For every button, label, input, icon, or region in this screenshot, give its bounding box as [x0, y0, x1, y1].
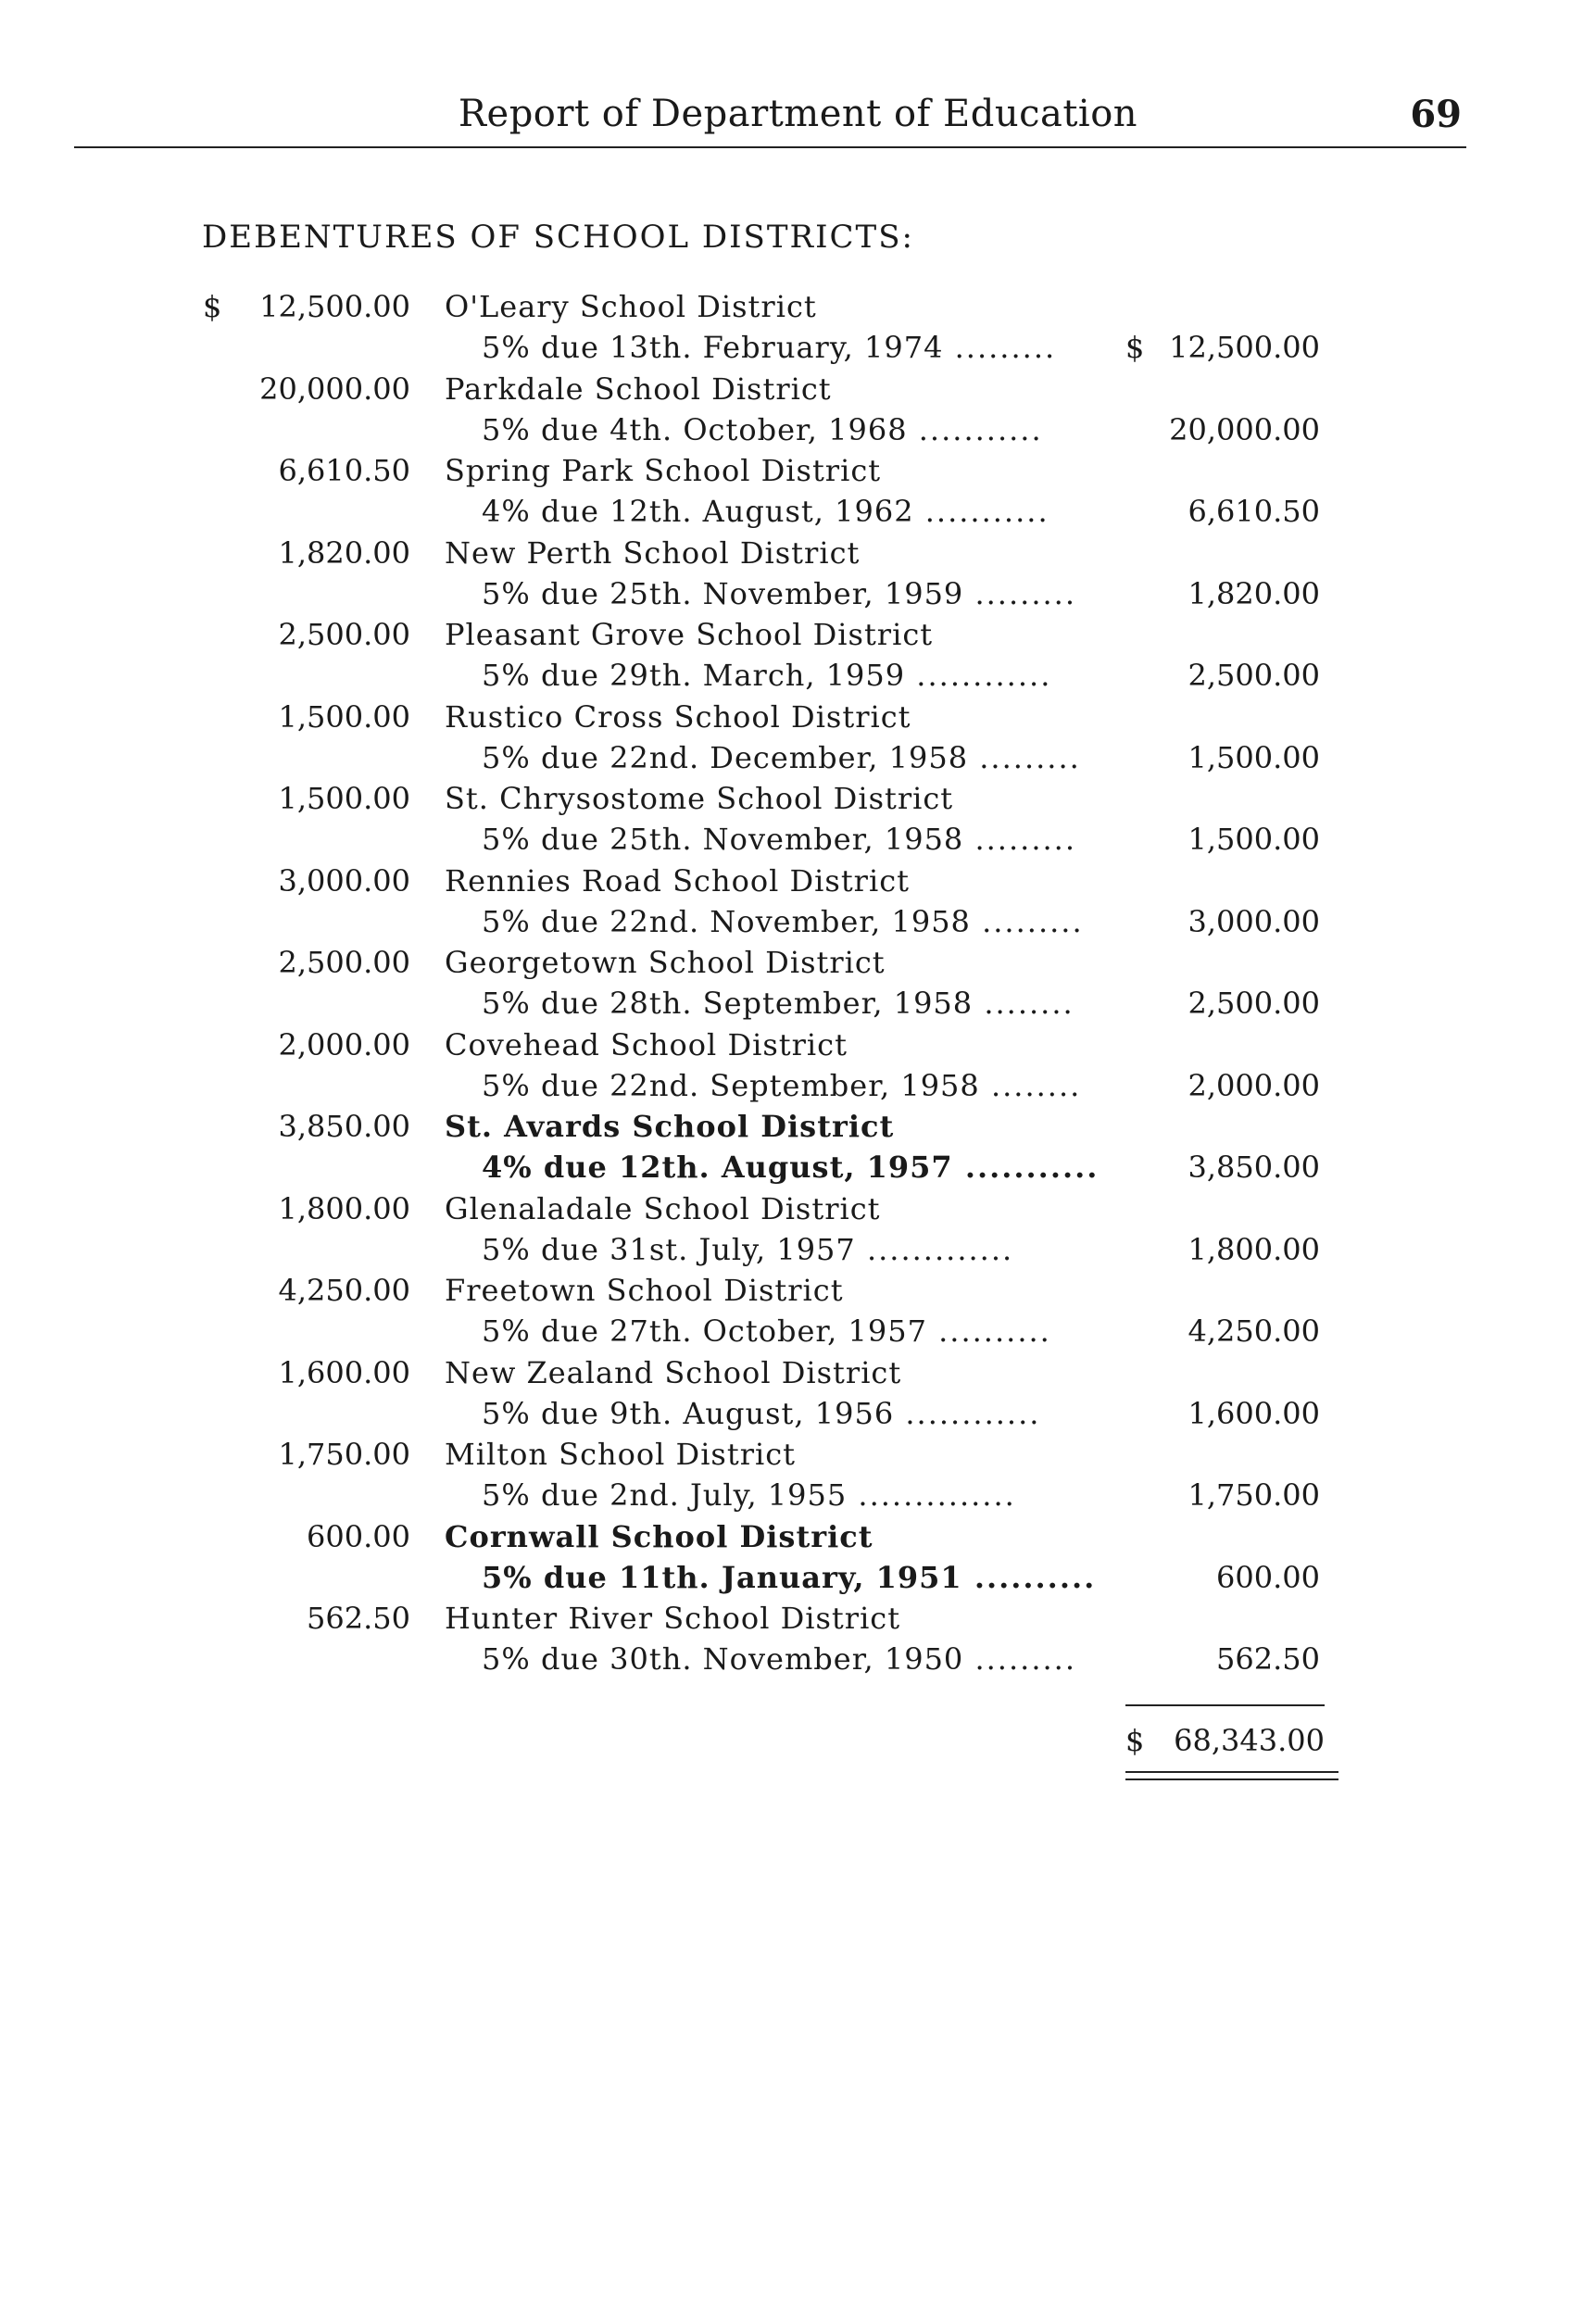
- dot-leader: .............: [855, 1231, 1014, 1267]
- entry-amount: [207, 1601, 410, 1636]
- debenture-terms: [482, 904, 1084, 939]
- dot-leader: ............: [894, 1395, 1041, 1431]
- amount-value: 1,750.00: [278, 1437, 410, 1472]
- debenture-ledger: [0, 289, 1596, 1683]
- total-value: 68,343.00: [1174, 1723, 1325, 1758]
- amount-value: 6,610.50: [278, 453, 410, 488]
- district-name: Spring Park School District: [445, 453, 882, 488]
- terms-text: 5% due 22nd. December, 1958: [482, 739, 969, 775]
- dot-leader: .........: [963, 822, 1076, 857]
- extension-value: 1,750.00: [1188, 1477, 1320, 1513]
- amount-value: 600.00: [307, 1518, 410, 1554]
- dot-leader: .........: [943, 330, 1057, 365]
- amount-value: 12,500.00: [259, 289, 410, 324]
- district-name: Rennies Road School District: [445, 862, 910, 899]
- terms-text: 5% due 11th. January, 1951: [482, 1559, 962, 1595]
- district-name: Parkdale School District: [445, 371, 832, 407]
- amount-value: 3,000.00: [278, 862, 410, 899]
- extension-value: 12,500.00: [1169, 330, 1320, 365]
- terms-text: 4% due 12th. August, 1962: [482, 494, 914, 529]
- district-name: St. Chrysostome School District: [445, 781, 954, 816]
- entry-amount: [207, 781, 410, 816]
- ledger-entry: [0, 1601, 1596, 1683]
- entry-extension: [1074, 1150, 1320, 1185]
- district-name: Freetown School District: [445, 1273, 844, 1308]
- ledger-entry: [0, 1027, 1596, 1110]
- dot-leader: ........: [979, 1067, 1082, 1103]
- extension-value: 3,000.00: [1188, 903, 1320, 939]
- terms-text: 5% due 4th. October, 1968: [482, 411, 908, 447]
- debenture-terms: [482, 1396, 1040, 1431]
- district-name: New Zealand School District: [445, 1354, 902, 1390]
- extension-value: 1,500.00: [1188, 822, 1320, 857]
- district-name: Pleasant Grove School District: [445, 617, 934, 652]
- debenture-terms: [482, 1560, 1096, 1595]
- terms-text: 5% due 13th. February, 1974: [482, 330, 944, 365]
- amount-value: 1,800.00: [278, 1190, 410, 1226]
- page-number: 69: [1410, 93, 1462, 136]
- ledger-entry: [0, 535, 1596, 618]
- entry-extension: [1074, 412, 1320, 447]
- total-double-rule-top: [1125, 1771, 1338, 1773]
- entry-amount: [207, 617, 410, 652]
- ledger-entry: [0, 453, 1596, 535]
- amount-value: 1,820.00: [278, 534, 410, 571]
- amount-value: 562.50: [307, 1601, 410, 1636]
- amount-value: 1,600.00: [278, 1354, 410, 1390]
- entry-amount: [207, 1437, 410, 1472]
- amount-value: 2,500.00: [278, 945, 410, 980]
- district-name: Hunter River School District: [445, 1601, 901, 1636]
- dot-leader: .........: [970, 903, 1084, 939]
- entry-amount: [207, 371, 410, 407]
- debenture-terms: [482, 1232, 1013, 1267]
- district-name: Cornwall School District: [445, 1518, 873, 1554]
- amount-value: 4,250.00: [278, 1273, 410, 1308]
- entry-extension: [1074, 1396, 1320, 1431]
- district-name: St. Avards School District: [445, 1109, 895, 1144]
- extension-value: 562.50: [1216, 1641, 1320, 1677]
- ledger-entry: [0, 781, 1596, 863]
- ledger-entry: [0, 289, 1596, 371]
- debenture-terms: [482, 1150, 1099, 1185]
- ledger-entry: [0, 1355, 1596, 1438]
- amount-value: 1,500.00: [278, 698, 410, 735]
- terms-text: 5% due 28th. September, 1958: [482, 986, 974, 1021]
- ledger-entry: [0, 699, 1596, 782]
- total-rule: [1125, 1704, 1325, 1706]
- entry-amount: [207, 1273, 410, 1308]
- district-name: Glenaladale School District: [445, 1190, 881, 1226]
- entry-extension: [1074, 1068, 1320, 1103]
- terms-text: 5% due 30th. November, 1950: [482, 1641, 964, 1677]
- terms-text: 5% due 9th. August, 1956: [482, 1395, 895, 1431]
- extension-value: 1,600.00: [1188, 1395, 1320, 1431]
- entry-amount: [207, 1519, 410, 1554]
- entry-extension: [1074, 1232, 1320, 1267]
- terms-text: 4% due 12th. August, 1957: [482, 1150, 953, 1185]
- ledger-entry: [0, 863, 1596, 946]
- header-rule: [74, 146, 1466, 148]
- district-name: New Perth School District: [445, 534, 861, 571]
- entry-extension: [1074, 904, 1320, 939]
- extension-value: 6,610.50: [1188, 494, 1320, 529]
- total-currency: $: [1125, 1723, 1145, 1758]
- total-double-rule-bottom: [1125, 1778, 1338, 1780]
- entry-extension: [1074, 576, 1320, 611]
- extension-value: 1,820.00: [1188, 575, 1320, 611]
- entry-amount: [207, 1027, 410, 1062]
- ledger-entry: [0, 945, 1596, 1027]
- ledger-entry: [0, 1273, 1596, 1355]
- debenture-terms: [482, 1068, 1081, 1103]
- ledger-entry: [0, 1191, 1596, 1274]
- terms-text: 5% due 25th. November, 1958: [482, 822, 964, 857]
- entry-extension: [1074, 822, 1320, 857]
- extension-value: 3,850.00: [1188, 1150, 1320, 1185]
- extension-currency: $: [1125, 330, 1145, 365]
- dot-leader: ..........: [961, 1559, 1097, 1595]
- terms-text: 5% due 27th. October, 1957: [482, 1313, 927, 1349]
- report-title: Report of Department of Education: [458, 93, 1138, 135]
- extension-value: 4,250.00: [1188, 1313, 1320, 1349]
- entry-extension: [1074, 1560, 1320, 1595]
- entry-extension: [1074, 986, 1320, 1021]
- debenture-terms: [482, 740, 1081, 775]
- entry-extension: [1074, 330, 1320, 365]
- section-heading: DEBENTURES OF SCHOOL DISTRICTS:: [202, 219, 914, 256]
- amount-currency: $: [203, 289, 222, 324]
- dot-leader: .........: [963, 575, 1076, 611]
- debenture-terms: [482, 1641, 1076, 1677]
- dot-leader: .........: [963, 1641, 1076, 1677]
- entry-amount: [207, 535, 410, 571]
- extension-value: 20,000.00: [1169, 411, 1320, 447]
- entry-amount: [207, 1109, 410, 1144]
- ledger-entry: [0, 1519, 1596, 1602]
- debenture-terms: [482, 494, 1049, 529]
- terms-text: 5% due 29th. March, 1959: [482, 658, 906, 693]
- extension-value: 2,500.00: [1188, 658, 1320, 693]
- dot-leader: ........: [973, 986, 1074, 1021]
- amount-value: 20,000.00: [259, 371, 410, 407]
- entry-extension: [1074, 1313, 1320, 1349]
- extension-value: 2,500.00: [1188, 986, 1320, 1021]
- ledger-entry: [0, 617, 1596, 699]
- debenture-terms: [482, 330, 1056, 365]
- dot-leader: ..............: [847, 1477, 1016, 1513]
- entry-extension: [1074, 1641, 1320, 1677]
- entry-amount: [207, 863, 410, 899]
- entry-extension: [1074, 1477, 1320, 1513]
- debenture-terms: [482, 658, 1051, 693]
- dot-leader: ...........: [913, 494, 1049, 529]
- entry-amount: [207, 699, 410, 735]
- debenture-terms: [482, 1477, 1016, 1513]
- entry-extension: [1074, 494, 1320, 529]
- entry-extension: [1074, 740, 1320, 775]
- district-name: Rustico Cross School District: [445, 698, 911, 735]
- dot-leader: ............: [905, 658, 1052, 693]
- terms-text: 5% due 2nd. July, 1955: [482, 1477, 848, 1513]
- amount-value: 2,000.00: [278, 1026, 410, 1062]
- district-name: Milton School District: [445, 1437, 797, 1472]
- amount-value: 1,500.00: [278, 781, 410, 816]
- extension-value: 1,800.00: [1188, 1231, 1320, 1267]
- entry-amount: [207, 1191, 410, 1226]
- entry-amount: [203, 289, 410, 324]
- terms-text: 5% due 22nd. September, 1958: [482, 1067, 980, 1103]
- terms-text: 5% due 22nd. November, 1958: [482, 903, 971, 939]
- ledger-entry: [0, 1437, 1596, 1519]
- ledger-entry: [0, 1109, 1596, 1191]
- dot-leader: ..........: [926, 1313, 1051, 1349]
- extension-value: 600.00: [1216, 1559, 1320, 1595]
- extension-value: 1,500.00: [1188, 739, 1320, 775]
- debenture-terms: [482, 986, 1074, 1021]
- dot-leader: ...........: [952, 1150, 1100, 1185]
- dot-leader: .........: [968, 739, 1081, 775]
- district-name: O'Leary School District: [445, 289, 817, 324]
- debenture-terms: [482, 1313, 1051, 1349]
- terms-text: 5% due 25th. November, 1959: [482, 575, 964, 611]
- entry-amount: [207, 1355, 410, 1390]
- entry-amount: [207, 453, 410, 488]
- debenture-terms: [482, 576, 1076, 611]
- extension-value: 2,000.00: [1188, 1067, 1320, 1103]
- dot-leader: ...........: [907, 411, 1043, 447]
- amount-value: 3,850.00: [278, 1109, 410, 1144]
- entry-extension: [1074, 658, 1320, 693]
- terms-text: 5% due 31st. July, 1957: [482, 1231, 856, 1267]
- district-name: Covehead School District: [445, 1026, 848, 1062]
- ledger-entry: [0, 371, 1596, 454]
- debenture-terms: [482, 822, 1076, 857]
- entry-amount: [207, 945, 410, 980]
- amount-value: 2,500.00: [278, 617, 410, 652]
- debenture-terms: [482, 412, 1043, 447]
- district-name: Georgetown School District: [445, 945, 886, 980]
